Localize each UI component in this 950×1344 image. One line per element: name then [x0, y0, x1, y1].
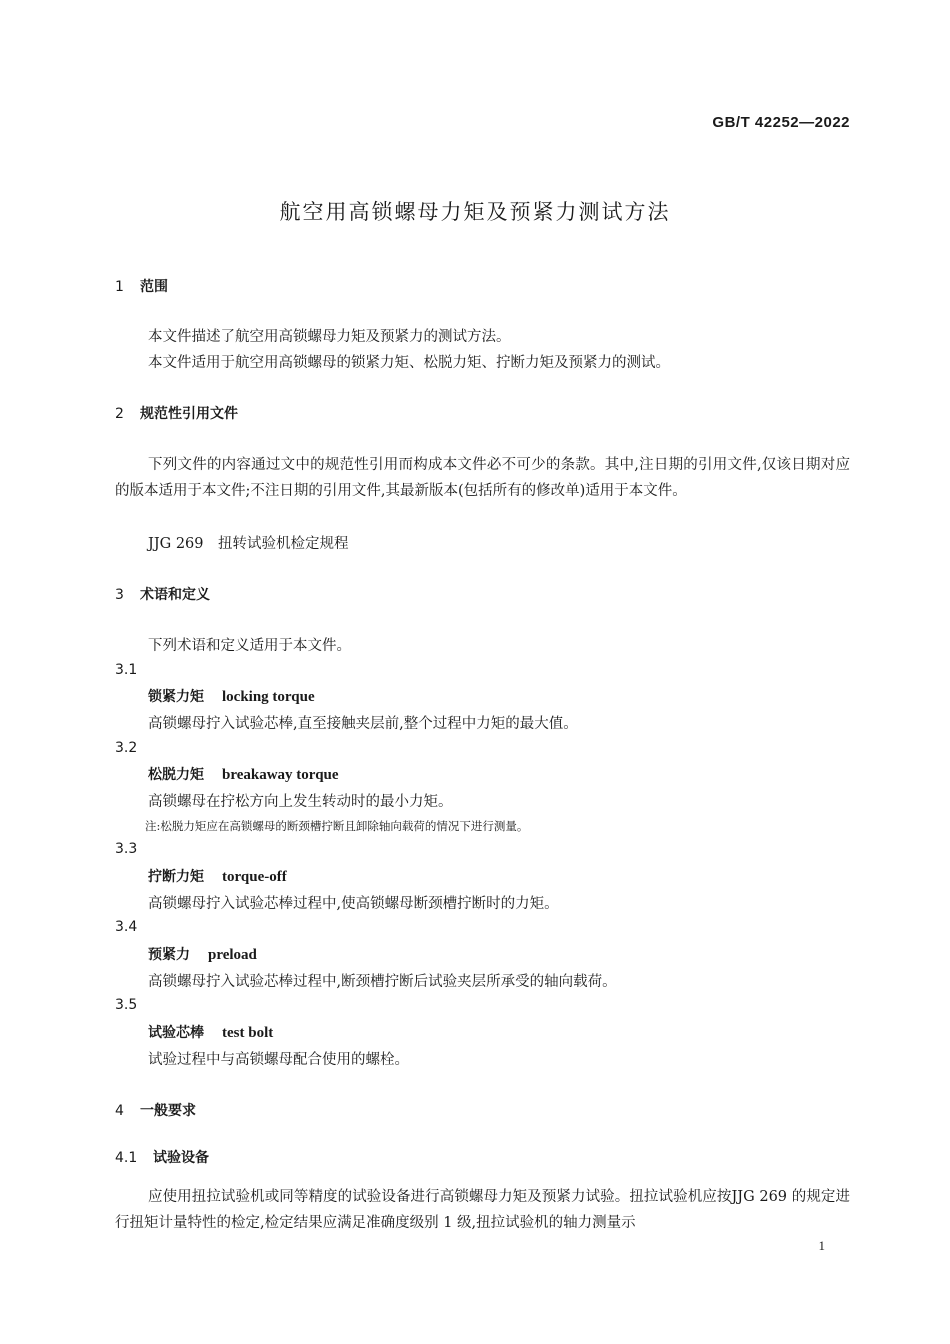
section-title: 范围	[140, 279, 168, 295]
term-english: torque-off	[222, 869, 287, 885]
term-definition: 高锁螺母拧入试验芯棒过程中,断颈槽拧断后试验夹层所承受的轴向载荷。	[148, 974, 617, 990]
term-chinese: 试验芯棒	[148, 1025, 204, 1041]
term-english: test bolt	[222, 1025, 274, 1041]
section-title: 一般要求	[140, 1103, 196, 1119]
term-english: breakaway torque	[222, 767, 339, 783]
term-entry	[148, 866, 287, 886]
term-chinese: 拧断力矩	[148, 869, 204, 885]
section-4-heading	[115, 1100, 196, 1120]
section-1-paragraph: 本文件描述了航空用高锁螺母力矩及预紧力的测试方法。	[148, 329, 511, 345]
term-definition: 高锁螺母在拧松方向上发生转动时的最小力矩。	[148, 794, 453, 810]
clause-number: 3.3	[115, 841, 138, 857]
subsection-number: 4.1	[115, 1150, 138, 1166]
clause-number: 3.5	[115, 997, 138, 1013]
term-definition: 高锁螺母拧入试验芯棒过程中,使高锁螺母断颈槽拧断时的力矩。	[148, 896, 559, 912]
term-entry	[148, 1022, 273, 1042]
term-entry	[148, 944, 257, 964]
term-english: preload	[208, 947, 257, 963]
section-3-intro: 下列术语和定义适用于本文件。	[148, 638, 351, 654]
clause-number: 3.4	[115, 919, 138, 935]
section-2-paragraph: 下列文件的内容通过文中的规范性引用而构成本文件必不可少的条款。其中,注日期的引用文件,仅该日期对应的版本适用于本文件;不注日期的引用文件,其最新版本(包括所有的修改单)适用于本文件。	[115, 457, 850, 499]
document-title: 航空用高锁螺母力矩及预紧力测试方法	[279, 200, 671, 224]
standard-code: GB/T 42252—2022	[712, 114, 850, 131]
subsection-4-1-paragraph: 应使用扭拉试验机或同等精度的试验设备进行高锁螺母力矩及预紧力试验。扭拉试验机应按JJG 269 的规定进行扭矩计量特性的检定,检定结果应满足准确度级别 1 级,扭拉试验机的轴力测量示	[115, 1189, 850, 1231]
normative-reference: JJG 269 扭转试验机检定规程	[148, 536, 349, 552]
section-1-paragraph: 本文件适用于航空用高锁螺母的锁紧力矩、松脱力矩、拧断力矩及预紧力的测试。	[148, 355, 670, 371]
term-entry	[148, 686, 315, 706]
clause-number: 3.2	[115, 740, 138, 756]
term-note: 注:松脱力矩应在高锁螺母的断颈槽拧断且卸除轴向载荷的情况下进行测量。	[145, 819, 529, 833]
clause-number: 3.1	[115, 662, 138, 678]
page-number: 1	[818, 1238, 825, 1253]
section-number: 3	[115, 587, 124, 603]
term-english: locking torque	[222, 689, 315, 705]
term-chinese: 锁紧力矩	[148, 689, 204, 705]
section-number: 2	[115, 406, 124, 422]
section-3-heading	[115, 584, 210, 604]
section-2-heading	[115, 403, 238, 423]
term-chinese: 预紧力	[148, 947, 190, 963]
term-definition: 高锁螺母拧入试验芯棒,直至接触夹层前,整个过程中力矩的最大值。	[148, 716, 578, 732]
subsection-4-1-heading	[115, 1147, 209, 1167]
term-entry	[148, 764, 339, 784]
section-title: 规范性引用文件	[140, 406, 238, 422]
section-1-heading	[115, 276, 168, 296]
section-number: 1	[115, 279, 124, 295]
section-title: 术语和定义	[140, 587, 210, 603]
section-number: 4	[115, 1103, 124, 1119]
term-chinese: 松脱力矩	[148, 767, 204, 783]
subsection-title: 试验设备	[153, 1150, 209, 1166]
term-definition: 试验过程中与高锁螺母配合使用的螺栓。	[148, 1052, 409, 1068]
